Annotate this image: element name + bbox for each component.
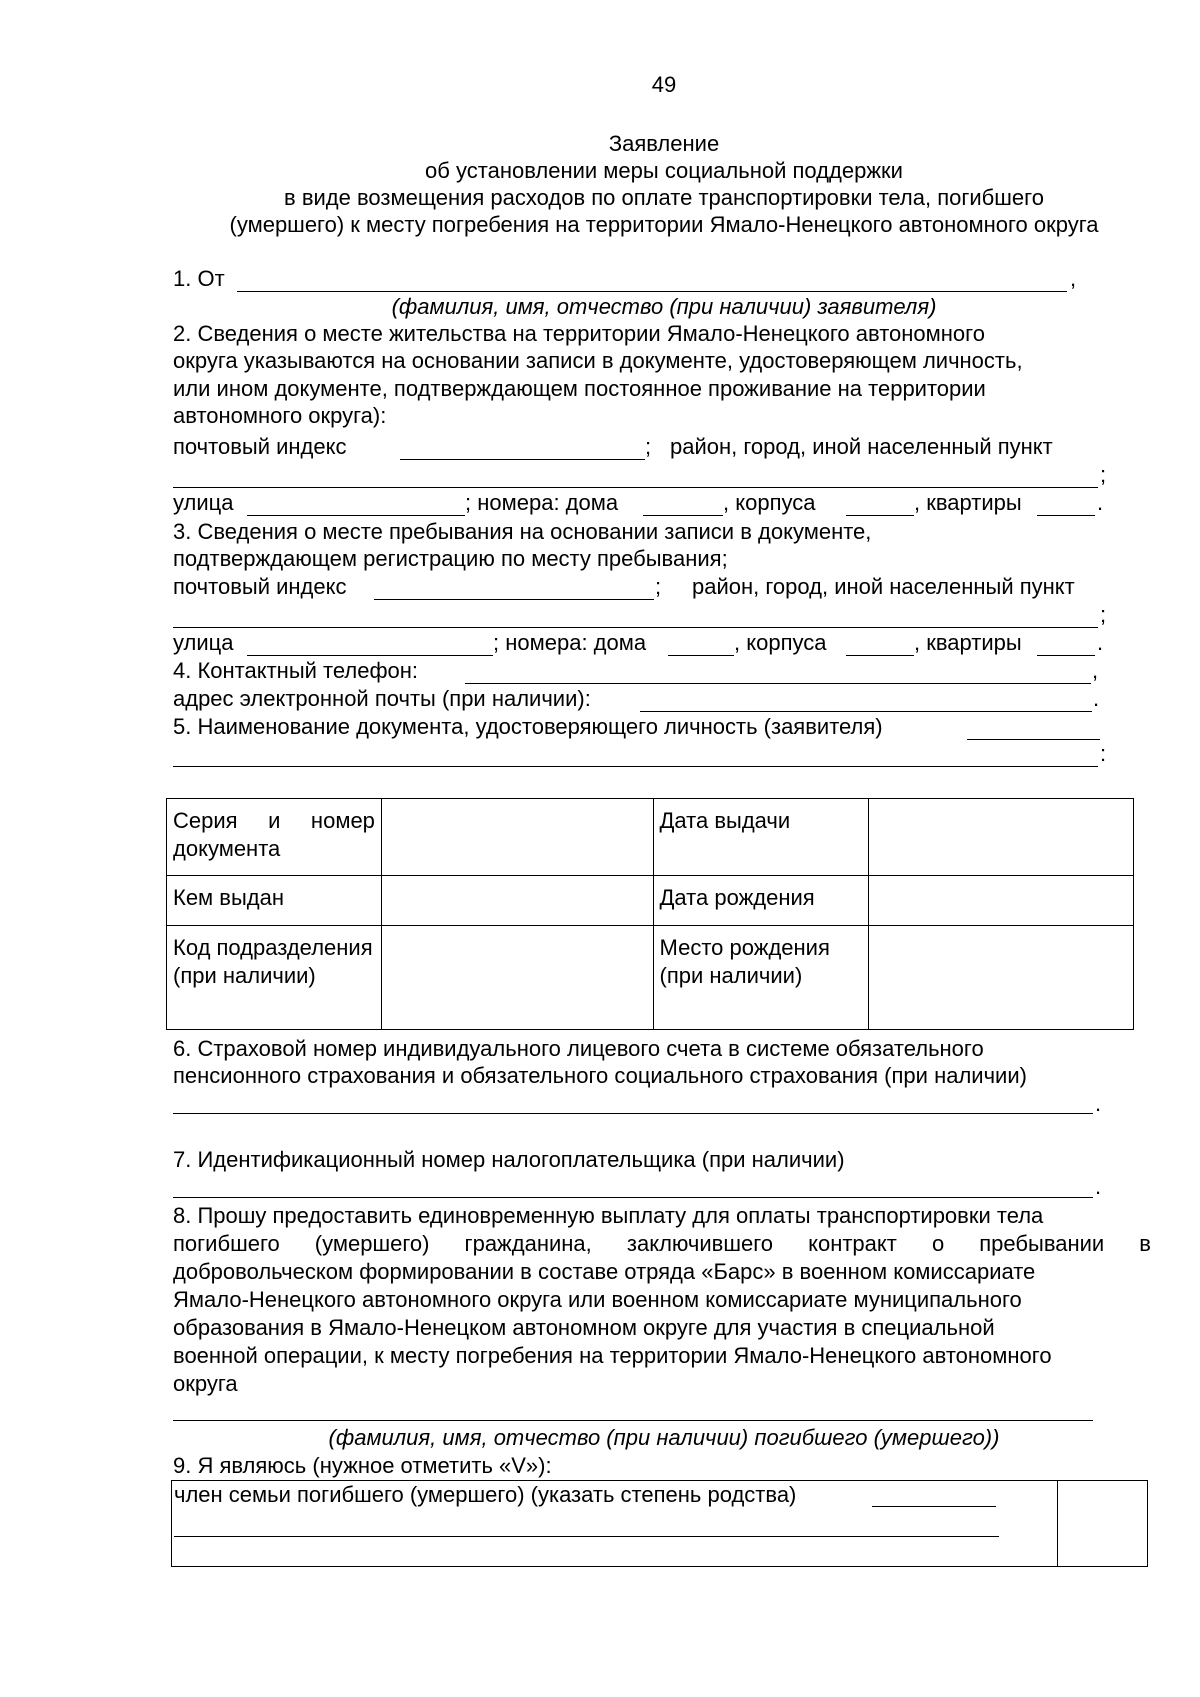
birth-place-label: Место рождения (при наличии) [653,926,869,1030]
table-row [172,1481,1148,1567]
s5-document-name-field[interactable] [967,739,1100,740]
s4-phone-field[interactable] [465,683,1091,684]
s5-label: 5. Наименование документа, удостоверяющего личность (заявителя) [173,714,883,739]
s2-house-label: ; номера: дома [465,490,619,515]
s3-street-field[interactable] [247,655,493,656]
issued-by-label: Кем выдан [167,876,382,926]
s2-apartment-label: , квартиры [914,490,1022,515]
s3-line-1: 3. Сведения о месте пребывания на основании записи в документе, [173,519,872,544]
s8-line-5: образования в Ямало-Ненецком автономном округе для участия в специальной [173,1315,995,1340]
s3-end: . [1097,630,1104,655]
s3-building-label: , корпуса [734,630,827,655]
s3-postal-field[interactable] [374,599,654,600]
page-number: 49 [651,72,677,97]
s8-line-2: погибшего (умершего) гражданина, заключившего контракт о пребывании в [173,1231,1151,1256]
s8-line-1: 8. Прошу предоставить единовременную выплату для оплаты транспортировки тела [173,1203,1044,1228]
relation-table [171,1480,1148,1567]
s7-line-1: 7. Идентификационный номер налогоплательщика (при наличии) [173,1147,845,1172]
s3-locality-field[interactable] [173,627,1098,628]
s4-comma: , [1092,658,1099,683]
s4-end: . [1093,686,1100,711]
title-line-2: об установлении меры социальной поддержки [425,158,903,183]
s6-line-2: пенсионного страхования и обязательного социального страхования (при наличии) [173,1063,1027,1088]
s7-inn-field[interactable] [173,1197,1093,1198]
family-member-label: член семьи погибшего (умершего) (указать степень родства) [174,1482,797,1507]
s3-house-label: ; номера: дома [493,630,647,655]
s3-semicolon-2: ; [1100,602,1107,627]
s5-colon: : [1100,741,1107,766]
division-code-cell[interactable] [381,926,653,1030]
s3-street-label: улица [173,630,234,655]
s1-comma: , [1070,266,1077,291]
title-line-3: в виде возмещения расходов по оплате транспортировки тела, погибшего [284,185,1044,210]
s1-prefix: 1. От [173,266,225,291]
s3-postal-label: почтовый индекс [173,574,347,599]
s5-document-name-field-2[interactable] [173,766,1098,767]
s3-apartment-label: , квартиры [914,630,1022,655]
family-member-cell [172,1481,1058,1567]
s2-locality-field[interactable] [173,487,1098,488]
s2-line-3: или ином документе, подтверждающем постоянное проживание на территории [173,376,986,401]
s2-semicolon-1: ; [645,434,652,459]
s3-line-2: подтверждающем регистрацию по месту пребывания; [173,546,728,571]
s8-caption: (фамилия, имя, отчество (при наличии) погибшего (умершего)) [328,1425,1000,1450]
table-row [167,799,1134,876]
title-line-1: Заявление [608,131,720,156]
s4-email-label: адрес электронной почты (при наличии): [173,686,591,711]
s3-semicolon-1: ; [655,574,662,599]
series-number-cell[interactable] [381,799,653,876]
s8-line-3: добровольческом формировании в составе отряда «Барс» в военном комиссариате [173,1259,1036,1284]
s8-line-4: Ямало-Ненецкого автономного округа или военном комиссариате муниципального [173,1287,1022,1312]
s2-line-1: 2. Сведения о месте жительства на территории Ямало-Ненецкого автономного [173,321,985,346]
s2-postal-field[interactable] [400,459,645,460]
s8-deceased-name-field[interactable] [173,1420,1093,1421]
series-number-label: Серия и номер документа [167,799,382,876]
s2-building-field[interactable] [846,515,914,516]
table-row [167,926,1134,1030]
birth-place-cell[interactable] [869,926,1134,1030]
s2-postal-label: почтовый индекс [173,434,347,459]
s2-district-label: район, город, иной населенный пункт [670,434,1053,459]
s2-line-4: автономного округа): [173,403,387,428]
table-row [167,876,1134,926]
s4-phone-label: 4. Контактный телефон: [173,658,419,683]
s3-building-field[interactable] [846,655,914,656]
s8-line-6: военной операции, к месту погребения на территории Ямало-Ненецкого автономного [173,1343,1052,1368]
birth-date-cell[interactable] [869,876,1134,926]
title-line-4: (умершего) к месту погребения на территории Ямало-Ненецкого автономного округа [229,212,1099,237]
s2-house-field[interactable] [643,515,723,516]
s2-building-label: , корпуса [723,490,816,515]
relationship-degree-field[interactable] [872,1506,996,1507]
s2-street-field[interactable] [247,515,465,516]
id-document-table [166,798,1134,1030]
s2-apartment-field[interactable] [1037,515,1095,516]
s6-line-1: 6. Страховой номер индивидуального лицевого счета в системе обязательного [173,1036,984,1061]
s4-email-field[interactable] [640,711,1092,712]
s6-snils-field[interactable] [173,1113,1093,1114]
s2-line-2: округа указываются на основании записи в документе, удостоверяющем личность, [173,348,1023,373]
s9-line-1: 9. Я являюсь (нужное отметить «V»): [173,1453,552,1478]
s3-apartment-field[interactable] [1037,655,1095,656]
division-code-label: Код подразделения (при наличии) [167,926,382,1030]
birth-date-label: Дата рождения [653,876,869,926]
issued-by-cell[interactable] [381,876,653,926]
s1-caption: (фамилия, имя, отчество (при наличии) заявителя) [391,294,937,319]
family-member-checkbox[interactable] [1058,1481,1148,1567]
issue-date-label: Дата выдачи [653,799,869,876]
s1-applicant-name-field[interactable] [237,291,1067,292]
s2-semicolon-2: ; [1100,462,1107,487]
s2-street-label: улица [173,490,234,515]
s3-district-label: район, город, иной населенный пункт [692,574,1075,599]
relationship-degree-field-2[interactable] [174,1536,999,1537]
s8-line-7: округа [173,1371,238,1396]
s2-end: . [1097,490,1104,515]
s6-end: . [1095,1091,1102,1116]
s7-end: . [1095,1174,1102,1199]
issue-date-cell[interactable] [869,799,1134,876]
s3-house-field[interactable] [668,655,734,656]
